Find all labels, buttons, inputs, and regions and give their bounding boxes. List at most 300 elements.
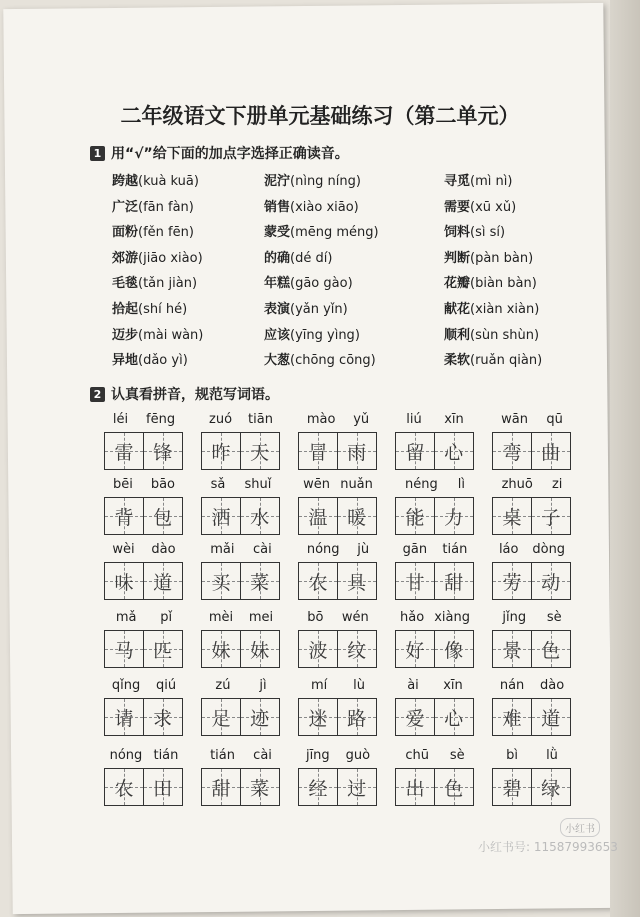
pinyin-syllable: bāo xyxy=(150,477,175,492)
writing-row xyxy=(104,748,589,806)
tianzige-cell[interactable] xyxy=(298,497,338,535)
pinyin-syllable: nuǎn xyxy=(340,477,373,492)
choice-options[interactable]: (yīng yìng) xyxy=(290,327,360,343)
pinyin-label xyxy=(298,748,378,766)
choice-word: 的确 xyxy=(264,250,291,266)
handwritten-char: 菜 xyxy=(250,777,270,800)
tianzige-cell[interactable] xyxy=(434,432,474,470)
pinyin-column xyxy=(264,170,379,375)
handwritten-char: 绿 xyxy=(541,777,561,800)
tianzige-cell[interactable] xyxy=(492,562,532,600)
handwritten-char: 劳 xyxy=(502,571,522,594)
pinyin-syllable: zuó xyxy=(209,412,233,427)
handwritten-char: 道 xyxy=(153,571,173,594)
tianzige-cell[interactable] xyxy=(298,562,338,600)
choice-options[interactable]: (dǎo yì) xyxy=(138,353,188,369)
choice-options[interactable]: (mài wàn) xyxy=(138,327,204,343)
handwritten-char: 农 xyxy=(308,571,328,594)
tianzige-cell[interactable] xyxy=(143,768,183,806)
tianzige-cell[interactable] xyxy=(531,698,571,736)
handwritten-char: 波 xyxy=(308,639,328,662)
writing-row xyxy=(104,610,589,668)
word-writing-group xyxy=(104,748,201,806)
choice-word: 年糕 xyxy=(264,276,291,292)
pinyin-syllable: dào xyxy=(151,542,176,557)
choice-word: 跨越 xyxy=(112,174,139,189)
choice-options[interactable]: (tǎn jiàn) xyxy=(138,276,198,292)
choice-options[interactable]: (xū xǔ) xyxy=(470,199,517,215)
pinyin-syllable: wèi xyxy=(112,542,135,557)
handwritten-char: 匹 xyxy=(153,639,173,662)
pinyin-syllable: gān xyxy=(402,542,428,557)
tianzige-boxes xyxy=(104,432,201,470)
tianzige-cell[interactable] xyxy=(240,497,280,535)
pinyin-label xyxy=(395,678,475,696)
word-writing-group xyxy=(201,542,298,600)
handwritten-char: 具 xyxy=(347,571,367,594)
handwritten-char: 洒 xyxy=(211,506,231,529)
tianzige-cell[interactable] xyxy=(104,562,144,600)
handwritten-char: 足 xyxy=(211,707,231,730)
pinyin-label xyxy=(492,678,572,696)
tianzige-boxes xyxy=(395,698,492,736)
tianzige-cell[interactable] xyxy=(298,698,338,736)
pinyin-label xyxy=(395,610,475,628)
word-writing-group xyxy=(104,477,201,535)
section-2-heading xyxy=(90,384,279,404)
pinyin-label xyxy=(395,542,475,560)
pinyin-syllable: jīng xyxy=(305,748,330,763)
word-writing-group xyxy=(201,412,298,470)
word-writing-group xyxy=(395,542,492,600)
pinyin-syllable: mí xyxy=(310,678,328,693)
choice-word: 拾起 xyxy=(112,301,139,317)
pinyin-syllable: wān xyxy=(501,412,528,427)
choice-options[interactable]: (mì nì) xyxy=(470,174,513,189)
pinyin-label xyxy=(201,748,281,766)
tianzige-cell[interactable] xyxy=(395,432,435,470)
pinyin-choice-item xyxy=(444,170,542,196)
choice-word: 毛毯 xyxy=(112,276,139,292)
word-writing-group xyxy=(298,412,395,470)
app-badge: 小红书 xyxy=(560,818,600,837)
watermark-text: 小红书号: 11587993653 xyxy=(478,840,618,854)
choice-options[interactable]: (sùn shùn) xyxy=(470,327,540,343)
tianzige-cell[interactable] xyxy=(201,562,241,600)
tianzige-boxes xyxy=(395,562,492,600)
choice-options[interactable]: (dé dí) xyxy=(290,250,333,266)
tianzige-cell[interactable] xyxy=(240,562,280,600)
tianzige-cell[interactable] xyxy=(240,630,280,668)
pinyin-syllable: bì xyxy=(506,748,518,763)
tianzige-boxes xyxy=(201,768,298,806)
word-writing-group xyxy=(395,477,492,535)
handwritten-char: 曲 xyxy=(541,441,561,464)
pinyin-label xyxy=(298,542,378,560)
handwritten-char: 甜 xyxy=(444,571,464,594)
choice-word: 异地 xyxy=(112,353,139,369)
choice-word: 表演 xyxy=(264,301,291,317)
tianzige-cell[interactable] xyxy=(492,432,532,470)
tianzige-boxes xyxy=(201,630,298,668)
pinyin-syllable: tián xyxy=(153,748,179,763)
handwritten-char: 水 xyxy=(250,506,270,529)
choice-word: 应该 xyxy=(264,327,291,343)
choice-word: 献花 xyxy=(444,301,471,317)
tianzige-cell[interactable] xyxy=(104,497,144,535)
pinyin-choice-item xyxy=(264,324,379,350)
pinyin-label xyxy=(492,477,572,495)
tianzige-cell[interactable] xyxy=(240,698,280,736)
choice-options[interactable]: (kuà kuā) xyxy=(138,174,199,189)
tianzige-cell[interactable] xyxy=(143,497,183,535)
handwritten-char: 碧 xyxy=(502,777,522,800)
pinyin-label xyxy=(201,610,281,628)
word-writing-group xyxy=(298,678,395,736)
tianzige-cell[interactable] xyxy=(337,630,377,668)
tianzige-boxes xyxy=(104,698,201,736)
pinyin-choice-item xyxy=(112,298,203,324)
pinyin-choice-item xyxy=(112,247,203,273)
writing-row xyxy=(104,678,589,736)
tianzige-cell[interactable] xyxy=(298,432,338,470)
pinyin-syllable: hǎo xyxy=(400,610,425,625)
pinyin-syllable: zi xyxy=(551,477,563,492)
pinyin-syllable: bēi xyxy=(112,477,133,492)
pinyin-label xyxy=(492,542,572,560)
section-1-number: 1 xyxy=(90,146,105,161)
pinyin-choice-item xyxy=(444,324,542,350)
pinyin-syllable: liú xyxy=(406,412,422,427)
pinyin-label xyxy=(104,610,184,628)
choice-options[interactable]: (pàn bàn) xyxy=(470,250,534,266)
pinyin-syllable: mèi xyxy=(208,610,234,625)
handwritten-char: 农 xyxy=(114,777,134,800)
choice-word: 柔软 xyxy=(444,353,471,369)
tianzige-cell[interactable] xyxy=(143,562,183,600)
tianzige-boxes xyxy=(492,698,589,736)
tianzige-cell[interactable] xyxy=(240,768,280,806)
tianzige-cell[interactable] xyxy=(201,698,241,736)
tianzige-boxes xyxy=(395,497,492,535)
tianzige-cell[interactable] xyxy=(531,432,571,470)
choice-options[interactable]: (ruǎn qiàn) xyxy=(470,353,543,369)
tianzige-boxes xyxy=(104,497,201,535)
word-writing-group xyxy=(395,610,492,668)
handwritten-char: 迷 xyxy=(308,707,328,730)
pinyin-label xyxy=(104,542,184,560)
pinyin-syllable: zú xyxy=(215,678,231,693)
pinyin-choice-item xyxy=(264,349,379,375)
word-writing-group xyxy=(492,678,589,736)
pinyin-label xyxy=(201,477,281,495)
tianzige-cell[interactable] xyxy=(337,497,377,535)
tianzige-cell[interactable] xyxy=(201,432,241,470)
pinyin-syllable: tiān xyxy=(248,412,273,427)
word-writing-group xyxy=(395,412,492,470)
choice-word: 郊游 xyxy=(112,250,139,266)
choice-word: 销售 xyxy=(264,199,291,215)
tianzige-cell[interactable] xyxy=(434,630,474,668)
tianzige-boxes xyxy=(201,432,298,470)
handwritten-char: 色 xyxy=(444,777,464,800)
word-writing-group xyxy=(104,542,201,600)
pinyin-syllable: nóng xyxy=(306,542,340,557)
tianzige-cell[interactable] xyxy=(395,630,435,668)
pinyin-label xyxy=(104,412,184,430)
tianzige-cell[interactable] xyxy=(492,698,532,736)
pinyin-syllable: nán xyxy=(499,678,525,693)
pinyin-syllable: chū xyxy=(405,748,430,763)
choice-options[interactable]: (mēng méng) xyxy=(290,225,379,241)
handwritten-char: 背 xyxy=(114,506,134,529)
choice-word: 需要 xyxy=(444,199,471,215)
choice-options[interactable]: (biàn bàn) xyxy=(470,276,537,292)
pinyin-syllable: lǜ xyxy=(546,748,558,763)
handwritten-char: 妹 xyxy=(250,639,270,662)
worksheet-title: 二年级语文下册单元基础练习（第二单元） xyxy=(120,103,520,128)
pinyin-syllable: tián xyxy=(210,748,235,763)
tianzige-cell[interactable] xyxy=(240,432,280,470)
pinyin-column xyxy=(112,170,203,375)
pinyin-label xyxy=(298,678,378,696)
pinyin-syllable: qǐng xyxy=(111,678,141,693)
handwritten-char: 包 xyxy=(153,506,173,529)
pinyin-label xyxy=(104,748,184,766)
choice-options[interactable]: (sì sí) xyxy=(470,225,506,241)
tianzige-boxes xyxy=(492,630,589,668)
writing-row xyxy=(104,477,589,535)
pinyin-syllable: bō xyxy=(307,610,324,625)
choice-options[interactable]: (fān fàn) xyxy=(138,199,194,215)
handwritten-char: 求 xyxy=(153,707,173,730)
pinyin-syllable: ài xyxy=(407,678,419,693)
tianzige-cell[interactable] xyxy=(337,698,377,736)
pinyin-syllable: dòng xyxy=(532,542,566,557)
pinyin-syllable: cài xyxy=(253,542,272,557)
handwritten-char: 留 xyxy=(405,441,425,464)
word-writing-group xyxy=(201,678,298,736)
handwritten-char: 路 xyxy=(347,707,367,730)
choice-word: 寻觅 xyxy=(444,174,471,189)
pinyin-choice-item xyxy=(112,196,203,222)
handwritten-char: 色 xyxy=(541,639,561,662)
tianzige-cell[interactable] xyxy=(434,562,474,600)
tianzige-cell[interactable] xyxy=(395,768,435,806)
tianzige-boxes xyxy=(104,562,201,600)
word-writing-group xyxy=(395,748,492,806)
choice-options[interactable]: (yǎn yǐn) xyxy=(290,301,348,317)
word-writing-group xyxy=(201,610,298,668)
tianzige-cell[interactable] xyxy=(395,698,435,736)
handwritten-char: 迹 xyxy=(250,707,270,730)
pinyin-syllable: mei xyxy=(248,610,274,625)
tianzige-boxes xyxy=(298,768,395,806)
section-1-instruction: 用“√”给下面的加点字选择正确读音。 xyxy=(111,146,349,162)
tianzige-cell[interactable] xyxy=(298,630,338,668)
tianzige-cell[interactable] xyxy=(395,497,435,535)
choice-word: 判断 xyxy=(444,250,471,266)
tianzige-cell[interactable] xyxy=(337,768,377,806)
tianzige-cell[interactable] xyxy=(201,497,241,535)
tianzige-boxes xyxy=(298,698,395,736)
section-2-number: 2 xyxy=(90,387,105,402)
tianzige-cell[interactable] xyxy=(531,562,571,600)
pinyin-syllable: qū xyxy=(546,412,563,427)
handwritten-char: 买 xyxy=(211,571,231,594)
pinyin-choice-item xyxy=(444,196,542,222)
handwritten-char: 难 xyxy=(502,707,522,730)
pinyin-syllable: fēng xyxy=(146,412,176,427)
pinyin-syllable: sè xyxy=(546,610,562,625)
handwritten-char: 经 xyxy=(308,777,328,800)
tianzige-boxes xyxy=(395,432,492,470)
pinyin-choice-item xyxy=(112,221,203,247)
tianzige-cell[interactable] xyxy=(201,768,241,806)
tianzige-cell[interactable] xyxy=(395,562,435,600)
handwritten-char: 暖 xyxy=(347,506,367,529)
choice-options[interactable]: (gāo gào) xyxy=(290,276,353,292)
tianzige-cell[interactable] xyxy=(492,630,532,668)
word-writing-group xyxy=(492,542,589,600)
pinyin-syllable: xīn xyxy=(443,678,463,693)
word-writing-group xyxy=(298,477,395,535)
handwritten-char: 冒 xyxy=(308,441,328,464)
tianzige-cell[interactable] xyxy=(104,432,144,470)
pinyin-syllable: mǎ xyxy=(115,610,137,625)
pinyin-label xyxy=(395,748,475,766)
tianzige-cell[interactable] xyxy=(337,562,377,600)
word-writing-group xyxy=(104,412,201,470)
choice-word: 大葱 xyxy=(264,353,291,369)
pinyin-syllable: léi xyxy=(112,412,129,427)
tianzige-cell[interactable] xyxy=(434,497,474,535)
pinyin-label xyxy=(492,610,572,628)
tianzige-cell[interactable] xyxy=(201,630,241,668)
handwritten-char: 心 xyxy=(444,707,464,730)
choice-options[interactable]: (xiàn xiàn) xyxy=(470,301,540,317)
pinyin-label xyxy=(492,412,572,430)
pinyin-syllable: mǎi xyxy=(210,542,235,557)
pinyin-choice-item xyxy=(112,324,203,350)
tianzige-boxes xyxy=(104,768,201,806)
tianzige-boxes xyxy=(298,630,395,668)
pinyin-syllable: lù xyxy=(353,678,366,693)
tianzige-cell[interactable] xyxy=(298,768,338,806)
tianzige-cell[interactable] xyxy=(143,432,183,470)
choice-word: 饲料 xyxy=(444,225,471,241)
handwritten-char: 好 xyxy=(405,639,425,662)
choice-options[interactable]: (xiào xiāo) xyxy=(290,199,359,215)
pinyin-syllable: zhuō xyxy=(501,477,533,492)
word-writing-group xyxy=(201,477,298,535)
pinyin-syllable: sǎ xyxy=(210,477,226,492)
pinyin-choice-item xyxy=(264,272,379,298)
pinyin-label xyxy=(104,477,184,495)
choice-word: 迈步 xyxy=(112,327,139,343)
pinyin-label xyxy=(201,412,281,430)
pinyin-label xyxy=(201,542,281,560)
pinyin-syllable: cài xyxy=(253,748,272,763)
handwritten-char: 纹 xyxy=(347,639,367,662)
handwritten-char: 天 xyxy=(250,441,270,464)
pinyin-syllable: xīn xyxy=(444,412,464,427)
handwritten-char: 弯 xyxy=(502,441,522,464)
pinyin-choice-item xyxy=(264,298,379,324)
choice-word: 顺利 xyxy=(444,327,471,343)
tianzige-boxes xyxy=(298,432,395,470)
pinyin-syllable: néng xyxy=(405,477,438,492)
pinyin-syllable: pǐ xyxy=(160,610,173,625)
word-writing-group xyxy=(395,678,492,736)
tianzige-cell[interactable] xyxy=(104,768,144,806)
tianzige-cell[interactable] xyxy=(337,432,377,470)
handwritten-char: 妹 xyxy=(211,639,231,662)
pinyin-syllable: láo xyxy=(498,542,519,557)
pinyin-choice-item xyxy=(444,272,542,298)
choice-options[interactable]: (jiāo xiào) xyxy=(138,250,203,266)
tianzige-boxes xyxy=(395,768,492,806)
tianzige-cell[interactable] xyxy=(531,497,571,535)
choice-options[interactable]: (nìng níng) xyxy=(290,174,361,189)
tianzige-boxes xyxy=(298,562,395,600)
pinyin-choice-item xyxy=(264,221,379,247)
handwritten-char: 马 xyxy=(114,639,134,662)
pinyin-syllable: jù xyxy=(357,542,370,557)
handwritten-char: 爱 xyxy=(405,707,425,730)
pinyin-label xyxy=(395,412,475,430)
section-1-heading xyxy=(90,143,349,163)
pinyin-syllable: dào xyxy=(539,678,565,693)
pinyin-choice-item xyxy=(264,196,379,222)
pinyin-syllable: sè xyxy=(449,748,465,763)
tianzige-cell[interactable] xyxy=(143,630,183,668)
handwritten-char: 菜 xyxy=(250,571,270,594)
tianzige-cell[interactable] xyxy=(531,768,571,806)
tianzige-cell[interactable] xyxy=(104,698,144,736)
tianzige-cell[interactable] xyxy=(434,698,474,736)
handwritten-char: 甜 xyxy=(211,777,231,800)
tianzige-cell[interactable] xyxy=(104,630,144,668)
choice-word: 蒙受 xyxy=(264,225,291,241)
pinyin-syllable: jì xyxy=(259,678,267,693)
pinyin-choice-item xyxy=(444,349,542,375)
pinyin-syllable: xiàng xyxy=(434,610,470,625)
handwritten-char: 雨 xyxy=(347,441,367,464)
tianzige-cell[interactable] xyxy=(492,768,532,806)
tianzige-cell[interactable] xyxy=(531,630,571,668)
handwritten-char: 动 xyxy=(541,571,561,594)
pinyin-label xyxy=(104,678,184,696)
pinyin-syllable: wēn xyxy=(303,477,330,492)
pinyin-syllable: shuǐ xyxy=(244,477,272,492)
choice-options[interactable]: (shí hé) xyxy=(138,301,188,317)
pinyin-choice-item xyxy=(112,349,203,375)
tianzige-cell[interactable] xyxy=(492,497,532,535)
pinyin-syllable: jǐng xyxy=(502,610,527,625)
pinyin-label xyxy=(492,748,572,766)
tianzige-boxes xyxy=(492,432,589,470)
tianzige-boxes xyxy=(201,497,298,535)
handwritten-char: 雷 xyxy=(114,441,134,464)
choice-options[interactable]: (chōng cōng) xyxy=(290,353,376,369)
tianzige-cell[interactable] xyxy=(143,698,183,736)
tianzige-cell[interactable] xyxy=(434,768,474,806)
choice-options[interactable]: (fěn fēn) xyxy=(138,225,194,241)
tianzige-boxes xyxy=(492,768,589,806)
handwritten-char: 田 xyxy=(153,777,173,800)
pinyin-syllable: qiú xyxy=(156,678,177,693)
